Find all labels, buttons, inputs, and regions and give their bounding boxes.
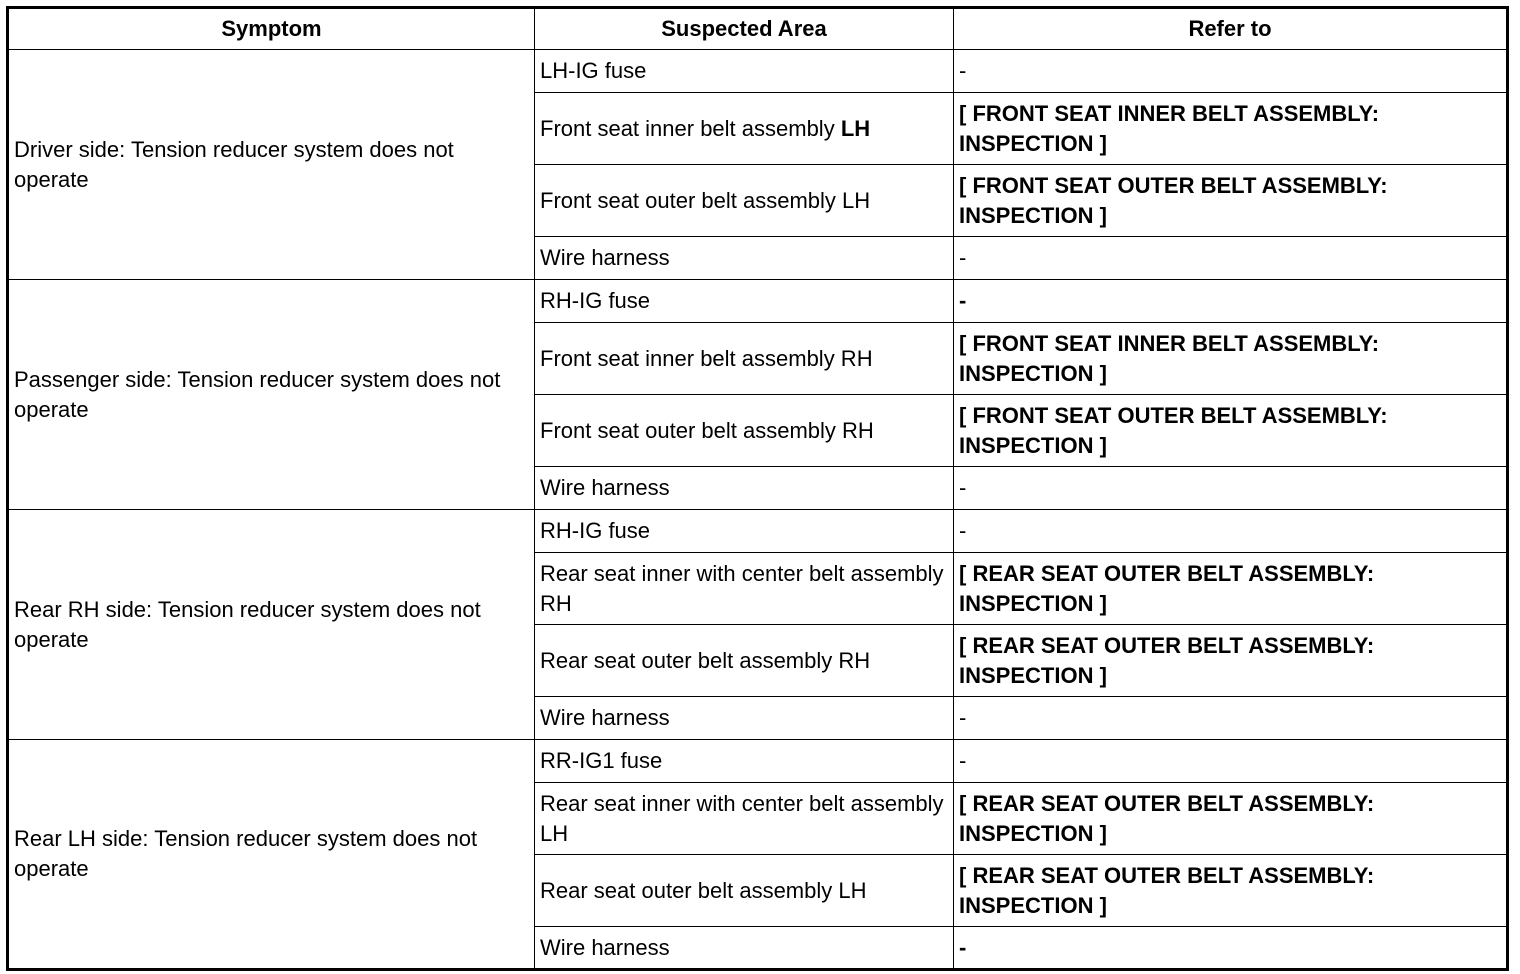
suspected-area-cell: RH-IG fuse — [535, 510, 954, 553]
suspected-area-cell: RR-IG1 fuse — [535, 740, 954, 783]
symptom-cell: Rear LH side: Tension reducer system does not operate — [8, 740, 535, 970]
suspected-area-cell: Front seat inner belt assembly RH — [535, 323, 954, 395]
suspected-area-cell: LH-IG fuse — [535, 50, 954, 93]
header-refer-to: Refer to — [954, 8, 1508, 50]
suspected-area-cell: Wire harness — [535, 927, 954, 970]
refer-to-cell: - — [954, 510, 1508, 553]
suspected-area-cell: Front seat outer belt assembly RH — [535, 395, 954, 467]
header-symptom: Symptom — [8, 8, 535, 50]
table-row — [8, 280, 1508, 323]
trouble-table — [6, 6, 1509, 971]
table-row — [8, 740, 1508, 783]
refer-to-cell: - — [954, 740, 1508, 783]
symptom-cell: Passenger side: Tension reducer system does not operate — [8, 280, 535, 510]
refer-to-cell: - — [954, 50, 1508, 93]
table-row — [8, 50, 1508, 93]
header-suspected-area: Suspected Area — [535, 8, 954, 50]
refer-to-link[interactable]: [ FRONT SEAT INNER BELT ASSEMBLY: INSPECTION ] — [954, 323, 1508, 395]
suspected-area-cell: RH-IG fuse — [535, 280, 954, 323]
refer-to-cell: - — [954, 237, 1508, 280]
suspected-area-cell: Rear seat outer belt assembly RH — [535, 625, 954, 697]
suspected-area-cell: Front seat outer belt assembly LH — [535, 165, 954, 237]
suspected-area-cell — [535, 93, 954, 165]
refer-to-link[interactable]: [ REAR SEAT OUTER BELT ASSEMBLY: INSPECTION ] — [954, 553, 1508, 625]
refer-to-link[interactable]: [ REAR SEAT OUTER BELT ASSEMBLY: INSPECTION ] — [954, 783, 1508, 855]
refer-to-link[interactable]: [ FRONT SEAT OUTER BELT ASSEMBLY: INSPECTION ] — [954, 395, 1508, 467]
refer-to-link[interactable]: [ REAR SEAT OUTER BELT ASSEMBLY: INSPECTION ] — [954, 625, 1508, 697]
suspected-area-cell: Rear seat outer belt assembly LH — [535, 855, 954, 927]
refer-to-cell: - — [954, 927, 1508, 970]
refer-to-link[interactable]: [ FRONT SEAT INNER BELT ASSEMBLY: INSPECTION ] — [954, 93, 1508, 165]
suspected-area-cell: Wire harness — [535, 697, 954, 740]
refer-to-cell: - — [954, 280, 1508, 323]
suspected-area-cell: Rear seat inner with center belt assembly RH — [535, 553, 954, 625]
suspected-area-side: LH — [840, 115, 871, 141]
refer-to-cell: - — [954, 697, 1508, 740]
suspected-area-text: Front seat inner belt assembly — [540, 115, 841, 141]
refer-to-link[interactable]: [ FRONT SEAT OUTER BELT ASSEMBLY: INSPECTION ] — [954, 165, 1508, 237]
header-row — [8, 8, 1508, 50]
symptom-cell: Rear RH side: Tension reducer system does not operate — [8, 510, 535, 740]
suspected-area-cell: Wire harness — [535, 237, 954, 280]
refer-to-cell: - — [954, 467, 1508, 510]
table-row — [8, 510, 1508, 553]
suspected-area-cell: Rear seat inner with center belt assembly LH — [535, 783, 954, 855]
symptom-cell: Driver side: Tension reducer system does not operate — [8, 50, 535, 280]
suspected-area-cell: Wire harness — [535, 467, 954, 510]
refer-to-link[interactable]: [ REAR SEAT OUTER BELT ASSEMBLY: INSPECTION ] — [954, 855, 1508, 927]
